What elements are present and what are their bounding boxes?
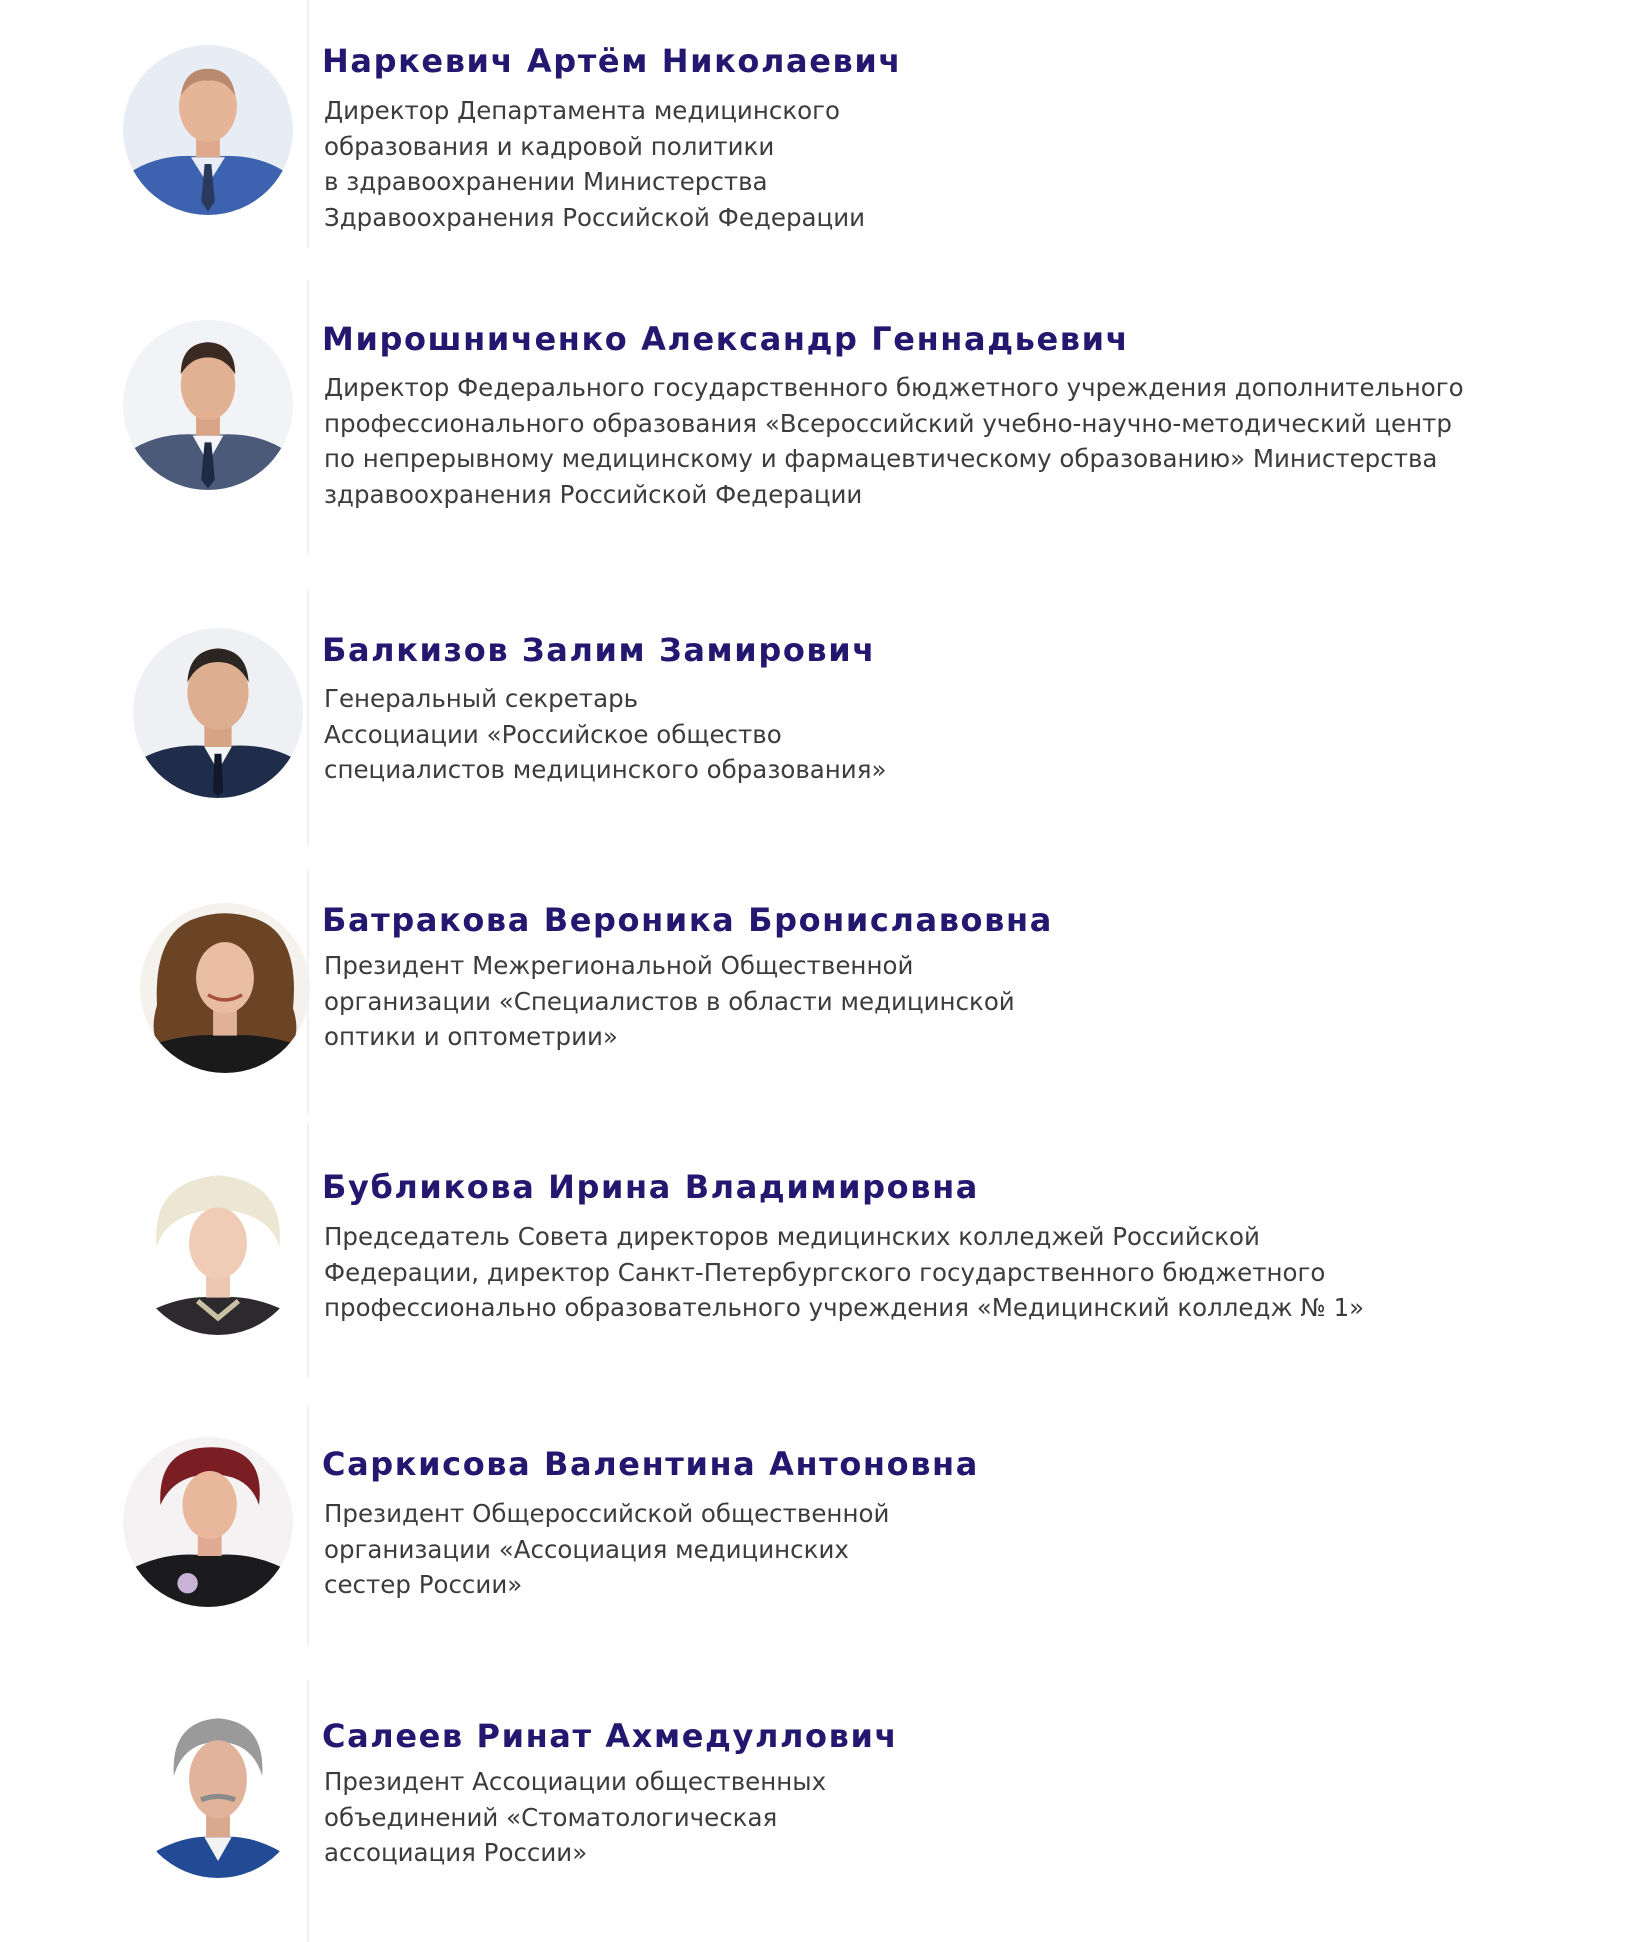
portrait-photo-icon	[133, 1165, 303, 1335]
avatar	[140, 903, 310, 1073]
divider	[307, 1405, 309, 1645]
person-name: Салеев Ринат Ахмедуллович	[322, 1717, 899, 1755]
person-description	[324, 948, 1015, 1055]
avatar	[123, 1437, 293, 1607]
description-line: объединений «Стоматологическая	[324, 1802, 778, 1832]
person-name: Саркисова Валентина Антоновна	[322, 1445, 979, 1483]
portrait-photo-icon	[123, 1437, 293, 1607]
person-description	[324, 1219, 1364, 1326]
description-line: сестер России»	[324, 1570, 523, 1599]
description-line: специалистов медицинского образования»	[324, 755, 887, 784]
description-line: Президент Межрегиональной Общественной	[324, 951, 914, 980]
description-line: Ассоциации «Российское общество	[324, 719, 782, 749]
divider	[307, 1680, 309, 1942]
divider	[307, 0, 309, 248]
description-line: Директор Федерального государственного бюджетного учреждения дополнительного	[324, 373, 1464, 402]
description-line: организации «Специалистов в области медицинской	[324, 986, 1015, 1016]
portrait-photo-icon	[123, 45, 293, 215]
description-line: Президент Общероссийской общественной	[324, 1499, 890, 1528]
description-line: Председатель Совета директоров медицинских колледжей Российской	[324, 1222, 1260, 1251]
description-line: ассоциация России»	[324, 1838, 588, 1867]
divider	[307, 870, 309, 1115]
description-line: организации «Ассоциация медицинских	[324, 1534, 849, 1564]
description-line: здравоохранения Российской Федерации	[324, 479, 863, 509]
description-line: Президент Ассоциации общественных	[324, 1767, 827, 1796]
portrait-photo-icon	[123, 320, 293, 490]
divider	[307, 590, 309, 845]
avatar	[123, 45, 293, 215]
description-line: Федерации, директор Санкт-Петербургского государственного бюджетного	[324, 1257, 1326, 1287]
person-name: Балкизов Залим Замирович	[322, 631, 876, 669]
description-line: профессионально образовательного учреждения «Медицинский колледж № 1»	[324, 1293, 1365, 1322]
person-name: Мирошниченко Александр Геннадьевич	[322, 320, 1130, 358]
person-description	[324, 1764, 826, 1871]
description-line: Генеральный секретарь	[324, 684, 639, 713]
avatar	[133, 1165, 303, 1335]
person-description	[324, 370, 1464, 512]
divider	[307, 280, 309, 555]
description-line: в здравоохранении Министерства	[324, 167, 768, 196]
person-description	[324, 1496, 889, 1603]
portrait-photo-icon	[133, 1708, 303, 1878]
portrait-photo-icon	[140, 903, 310, 1073]
person-name: Батракова Вероника Брониславовна	[322, 901, 1053, 939]
description-line: оптики и оптометрии»	[324, 1022, 618, 1051]
description-line: Директор Департамента медицинского	[324, 96, 840, 125]
avatar	[123, 320, 293, 490]
person-description	[324, 681, 886, 788]
avatar	[133, 628, 303, 798]
divider	[307, 1122, 309, 1377]
portrait-photo-icon	[133, 628, 303, 798]
description-line: по непрерывному медицинскому и фармацевтическому образованию» Министерства	[324, 444, 1438, 473]
person-description	[324, 93, 865, 235]
description-line: образования и кадровой политики	[324, 131, 775, 161]
person-name: Бубликова Ирина Владимировна	[322, 1168, 980, 1206]
avatar	[133, 1708, 303, 1878]
person-name: Наркевич Артём Николаевич	[322, 42, 902, 80]
description-line: Здравоохранения Российской Федерации	[324, 202, 866, 232]
description-line: профессионального образования «Всероссийский учебно-научно-методический центр	[324, 408, 1452, 438]
